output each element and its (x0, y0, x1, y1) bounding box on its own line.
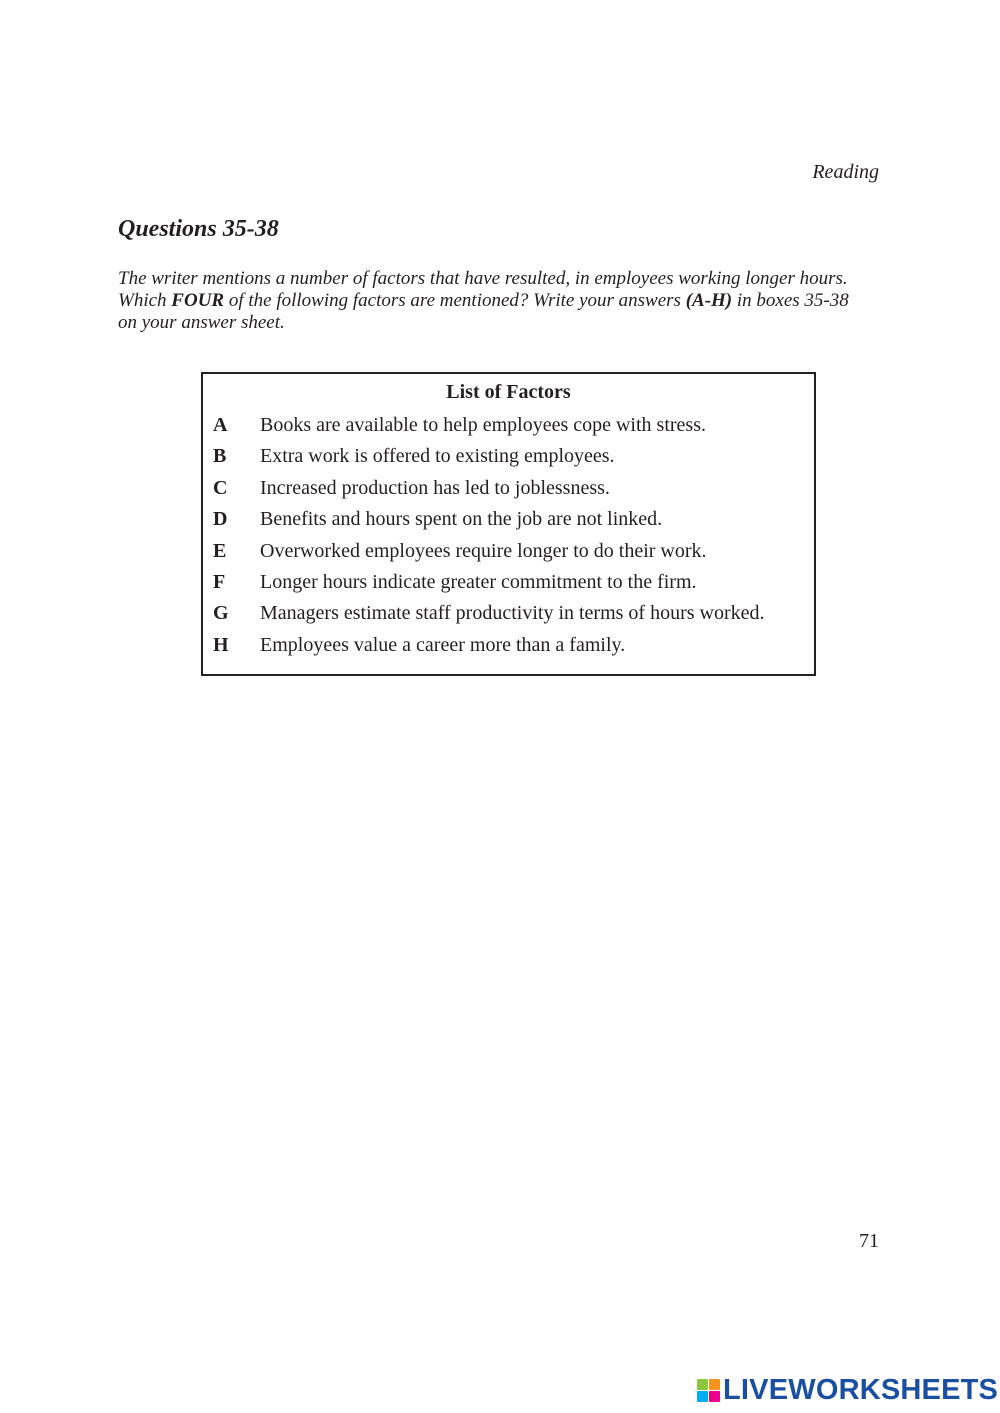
factor-text: Increased production has led to joblessness. (260, 476, 610, 499)
liveworksheets-brand[interactable] (697, 1376, 998, 1405)
logo-square-green (697, 1379, 708, 1390)
factor-letter: E (213, 539, 227, 562)
instructions-emphasis-range: (A-H) (685, 290, 733, 311)
factor-item-d (203, 504, 814, 535)
factor-letter: A (213, 414, 228, 436)
instructions-emphasis-count: FOUR (171, 290, 225, 311)
factor-letter: B (213, 445, 227, 468)
factor-text: Longer hours indicate greater commitment to the firm. (260, 570, 697, 593)
factor-item-g (203, 598, 814, 629)
factor-item-e (203, 536, 814, 567)
liveworksheets-logo-icon (697, 1379, 720, 1402)
factor-list (203, 410, 814, 661)
instructions (118, 268, 858, 334)
instructions-text-3: in boxes 35-38 on your answer sheet. (118, 290, 849, 333)
factor-letter: C (213, 476, 228, 499)
factor-letter: G (213, 602, 229, 625)
factor-item-b (203, 441, 814, 472)
factor-text: Employees value a career more than a family. (260, 633, 626, 656)
logo-square-blue (697, 1391, 708, 1402)
factor-text: Books are available to help employees cope with stress. (260, 414, 706, 436)
questions-title: Questions 35-38 (118, 216, 279, 242)
logo-square-pink (709, 1391, 720, 1402)
factor-letter: H (213, 633, 229, 656)
factor-text: Managers estimate staff productivity in terms of hours worked. (260, 602, 765, 625)
factor-item-c (203, 473, 814, 504)
instructions-text-1: The writer mentions a number of factors that have resulted, in employees working longer hours. Which (118, 268, 848, 311)
brand-name: LIVEWORKSHEETS (723, 1374, 999, 1406)
logo-square-orange (709, 1379, 720, 1390)
factor-text: Extra work is offered to existing employees. (260, 445, 615, 468)
factor-text: Benefits and hours spent on the job are not linked. (260, 508, 663, 531)
page-number: 71 (859, 1230, 879, 1252)
factor-text: Overworked employees require longer to do their work. (260, 539, 707, 562)
factor-item-h (203, 630, 814, 661)
factor-list-box (201, 372, 816, 676)
factor-list-title: List of Factors (446, 381, 571, 403)
section-label: Reading (812, 161, 879, 183)
instructions-text-2: of the following factors are mentioned? Write your answers (224, 290, 686, 311)
factor-letter: F (213, 570, 226, 593)
factor-letter: D (213, 508, 228, 531)
factor-item-f (203, 567, 814, 598)
factor-item-a (203, 410, 814, 441)
